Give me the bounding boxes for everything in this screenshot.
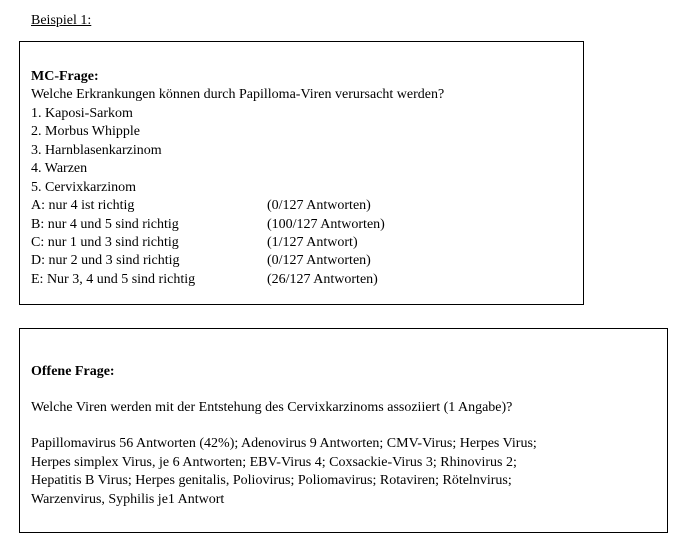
open-answer-line: Papillomavirus 56 Antworten (42%); Adenovirus 9 Antworten; CMV-Virus; Herpes Virus;: [31, 436, 537, 451]
open-answer-line: Herpes simplex Virus, je 6 Antworten; EBV-Virus 4; Coxsackie-Virus 3; Rhinovirus 2;: [31, 455, 517, 470]
mc-answer-row: [20, 234, 583, 252]
mc-title: MC-Frage:: [31, 69, 99, 84]
open-title: Offene Frage:: [31, 364, 115, 379]
mc-answer-label: A: nur 4 ist richtig: [31, 198, 135, 213]
mc-option: 5. Cervixkarzinom: [31, 180, 136, 195]
mc-answer-label: C: nur 1 und 3 sind richtig: [31, 235, 179, 250]
mc-answer-row: [20, 271, 583, 289]
mc-answer-count: (26/127 Antworten): [267, 272, 378, 287]
mc-answer-label: E: Nur 3, 4 und 5 sind richtig: [31, 272, 196, 287]
mc-option: 4. Warzen: [31, 161, 88, 176]
mc-answer-row: [20, 197, 583, 215]
mc-option: 2. Morbus Whipple: [31, 124, 141, 139]
mc-question-box: [19, 41, 584, 305]
mc-option: 1. Kaposi-Sarkom: [31, 106, 133, 121]
mc-question-text: Welche Erkrankungen können durch Papilloma-Viren verursacht werden?: [31, 87, 445, 102]
mc-answer-row: [20, 216, 583, 234]
mc-answer-count: (0/127 Antworten): [267, 253, 371, 268]
example-heading: Beispiel 1:: [31, 13, 92, 28]
mc-answer-row: [20, 252, 583, 270]
mc-answer-count: (1/127 Antwort): [267, 235, 358, 250]
open-question-text: Welche Viren werden mit der Entstehung des Cervixkarzinoms assoziiert (1 Angabe)?: [31, 400, 513, 415]
open-answer-line: Warzenvirus, Syphilis je1 Antwort: [31, 492, 225, 507]
mc-answer-count: (0/127 Antworten): [267, 198, 371, 213]
mc-answer-label: D: nur 2 und 3 sind richtig: [31, 253, 180, 268]
mc-option: 3. Harnblasenkarzinom: [31, 143, 162, 158]
open-question-box: [19, 328, 668, 533]
mc-answer-count: (100/127 Antworten): [267, 217, 385, 232]
open-answer-line: Hepatitis B Virus; Herpes genitalis, Poliovirus; Poliomavirus; Rotaviren; Rötelnvirus;: [31, 473, 512, 488]
mc-answer-label: B: nur 4 und 5 sind richtig: [31, 217, 179, 232]
